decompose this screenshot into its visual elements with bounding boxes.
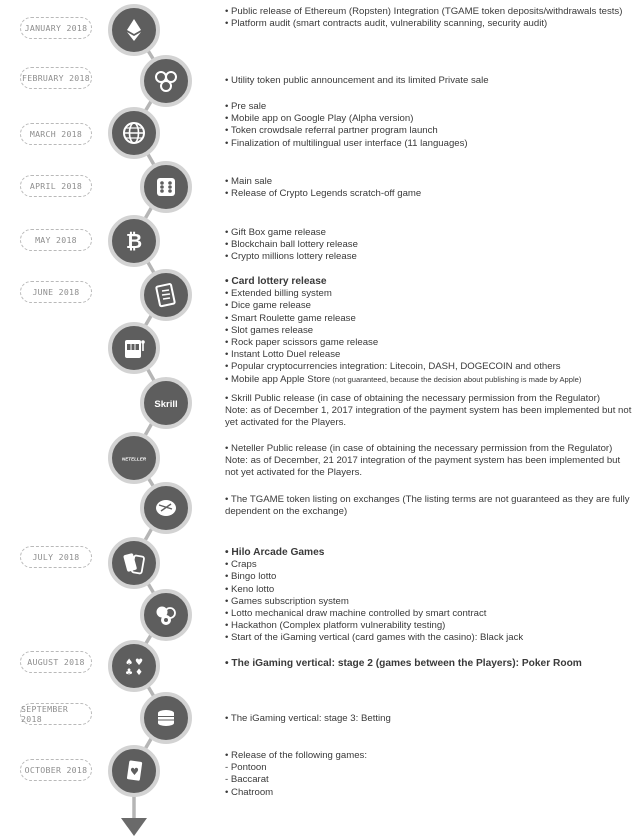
milestone-item-text: • Mobile app Apple Store xyxy=(225,373,331,385)
milestone-item-text: • Instant Lotto Duel release xyxy=(225,349,341,361)
milestone-item xyxy=(225,713,635,725)
bitcoin-icon xyxy=(108,215,160,267)
milestone-item-text: • The TGAME token listing on exchanges (The listing terms are not guaranteed as they are fully dependent on the exchange) xyxy=(225,494,630,518)
milestone-item xyxy=(225,571,635,583)
milestone-item xyxy=(225,547,635,559)
milestone-item-text: Note: as of December, 21 2017 integration of the payment system has been implemented but not yet activated for the Players. xyxy=(225,455,621,479)
milestone-item-text: • Lotto mechanical draw machine controlled by smart contract xyxy=(225,608,487,620)
milestone-item xyxy=(225,6,635,18)
milestone-item xyxy=(225,361,635,373)
milestone-item xyxy=(225,774,635,786)
month-october: OCTOBER 2018 xyxy=(20,759,92,781)
milestone-item-text: • Release of Crypto Legends scratch-off game xyxy=(225,188,422,200)
milestone-item-text: • Crypto millions lottery release xyxy=(225,251,357,263)
month-february: FEBRUARY 2018 xyxy=(20,67,92,89)
milestone-item-text: • Games subscription system xyxy=(225,595,349,607)
milestone-text-13 xyxy=(225,750,635,799)
milestone-item xyxy=(225,251,635,263)
playing-card-icon xyxy=(108,745,160,797)
milestone-item-note: (not guaranteed, because the decision about publishing is made by Apple) xyxy=(330,374,582,384)
milestone-text-8 xyxy=(225,443,635,480)
month-april: APRIL 2018 xyxy=(20,175,92,197)
milestone-item xyxy=(225,658,635,670)
milestone-text-12 xyxy=(225,713,635,725)
month-june: JUNE 2018 xyxy=(20,281,92,303)
exchange-icon xyxy=(140,482,192,534)
betting-chips-icon xyxy=(140,692,192,744)
milestone-item xyxy=(225,443,635,455)
milestone-item-text: • Start of the iGaming vertical (card games with the casino): Black jack xyxy=(225,632,524,644)
milestone-item xyxy=(225,620,635,632)
milestone-item xyxy=(225,559,635,571)
milestone-text-11 xyxy=(225,658,635,670)
month-may: MAY 2018 xyxy=(20,229,92,251)
milestone-item-text: • Gift Box game release xyxy=(225,227,326,238)
milestone-item-text: • Dice game release xyxy=(225,300,312,312)
milestone-item-text: • The iGaming vertical: stage 3: Betting xyxy=(225,713,391,724)
lottery-card-icon xyxy=(140,269,192,321)
milestone-text-6 xyxy=(225,276,635,386)
milestone-item-text: • Public release of Ethereum (Ropsten) Integration (TGAME token deposits/withdrawals tests) xyxy=(225,6,623,17)
milestone-item-text: • Blockchain ball lottery release xyxy=(225,239,358,251)
milestone-item xyxy=(225,632,635,644)
milestone-item xyxy=(225,762,635,774)
milestone-item-text: - Pontoon xyxy=(225,762,267,774)
milestone-item xyxy=(225,349,635,361)
milestone-text-2 xyxy=(225,75,635,87)
milestone-item xyxy=(225,188,635,200)
svg-text:Skrill: Skrill xyxy=(154,399,178,410)
milestone-text-1 xyxy=(225,6,635,30)
month-august: AUGUST 2018 xyxy=(20,651,92,673)
milestone-item-text: • Craps xyxy=(225,559,257,571)
milestone-item xyxy=(225,393,635,405)
milestone-item-text: • Finalization of multilingual user interface (11 languages) xyxy=(225,137,468,149)
milestone-item-text: • Smart Roulette game release xyxy=(225,312,356,324)
milestone-item xyxy=(225,337,635,349)
milestone-item xyxy=(225,596,635,608)
milestone-item-text: • Main sale xyxy=(225,176,273,187)
month-july: JULY 2018 xyxy=(20,546,92,568)
milestone-item-text: • Keno lotto xyxy=(225,583,275,595)
ethereum-icon xyxy=(108,4,160,56)
milestone-item xyxy=(225,101,635,113)
milestone-item xyxy=(225,608,635,620)
milestone-text-9 xyxy=(225,494,635,518)
milestone-item xyxy=(225,239,635,251)
svg-text:♦: ♦ xyxy=(134,668,144,678)
milestone-item xyxy=(225,750,635,762)
milestone-item-text: • Hilo Arcade Games xyxy=(225,547,325,558)
svg-text:♥: ♥ xyxy=(134,658,144,668)
svg-text:♣: ♣ xyxy=(124,668,134,678)
card-suits-icon xyxy=(108,640,160,692)
milestone-item xyxy=(225,300,635,312)
milestone-item-text: • Chatroom xyxy=(225,786,274,798)
milestone-text-3 xyxy=(225,101,635,150)
milestone-item xyxy=(225,75,635,87)
milestone-item-text: • Token crowdsale referral partner program launch xyxy=(225,125,438,137)
milestone-item-text: • Release of the following games: xyxy=(225,750,368,761)
svg-text:NETELLER: NETELLER xyxy=(121,456,147,462)
milestone-item-text: • Platform audit (smart contracts audit, vulnerability scanning, security audit) xyxy=(225,18,548,30)
month-january: JANUARY 2018 xyxy=(20,17,92,39)
milestone-text-5 xyxy=(225,227,635,264)
milestone-item xyxy=(225,176,635,188)
milestone-item xyxy=(225,227,635,239)
milestone-item-text: • The iGaming vertical: stage 2 (games between the Players): Poker Room xyxy=(225,658,582,669)
milestone-item-text: Note: as of December 1, 2017 integration of the payment system has been implemented but not yet activated for the Players. xyxy=(225,405,632,429)
month-march: MARCH 2018 xyxy=(20,123,92,145)
globe-icon xyxy=(108,107,160,159)
neteller-logo xyxy=(108,432,160,484)
milestone-item xyxy=(225,288,635,300)
mobile-games-icon xyxy=(108,537,160,589)
milestone-text-7 xyxy=(225,393,635,430)
milestone-item xyxy=(225,455,635,479)
milestone-item-text: • Rock paper scissors game release xyxy=(225,337,379,349)
milestone-item-text: • Utility token public announcement and its limited Private sale xyxy=(225,75,489,86)
lotto-balls-icon xyxy=(140,589,192,641)
svg-text:♥: ♥ xyxy=(130,767,139,778)
milestone-item xyxy=(225,584,635,596)
milestone-item xyxy=(225,787,635,799)
milestone-item-text: • Popular cryptocurrencies integration: Litecoin, DASH, DOGECOIN and others xyxy=(225,361,561,373)
milestone-item-text: • Skrill Public release (in case of obtaining the necessary permission from the Regulator) xyxy=(225,393,601,404)
milestone-item-text: • Mobile app on Google Play (Alpha version) xyxy=(225,113,414,125)
svg-text:₿: ₿ xyxy=(125,229,143,253)
skrill-logo xyxy=(140,377,192,429)
milestone-item xyxy=(225,494,635,518)
milestone-item xyxy=(225,405,635,429)
milestone-text-4 xyxy=(225,176,635,200)
milestone-item xyxy=(225,374,635,386)
milestone-item xyxy=(225,113,635,125)
milestone-item-text: - Baccarat xyxy=(225,774,269,786)
token-coins-icon xyxy=(140,55,192,107)
month-september: SEPTEMBER 2018 xyxy=(20,703,92,725)
milestone-item xyxy=(225,276,635,288)
milestone-item xyxy=(225,18,635,30)
milestone-item xyxy=(225,313,635,325)
milestone-item-text: • Card lottery release xyxy=(225,276,327,287)
dice-icon xyxy=(140,161,192,213)
svg-text:♠: ♠ xyxy=(124,658,134,668)
milestone-item xyxy=(225,125,635,137)
milestone-item-text: • Pre sale xyxy=(225,101,267,112)
milestone-item-text: • Slot games release xyxy=(225,324,314,336)
milestone-item xyxy=(225,325,635,337)
timeline-arrowhead xyxy=(121,818,147,836)
slot-machine-icon xyxy=(108,322,160,374)
milestone-text-10 xyxy=(225,547,635,645)
milestone-item xyxy=(225,138,635,150)
milestone-item-text: • Neteller Public release (in case of obtaining the necessary permission from the Regulator) xyxy=(225,443,613,454)
milestone-item-text: • Hackathon (Complex platform vulnerability testing) xyxy=(225,620,446,632)
milestone-item-text: • Bingo lotto xyxy=(225,571,277,583)
milestone-item-text: • Extended billing system xyxy=(225,288,332,300)
